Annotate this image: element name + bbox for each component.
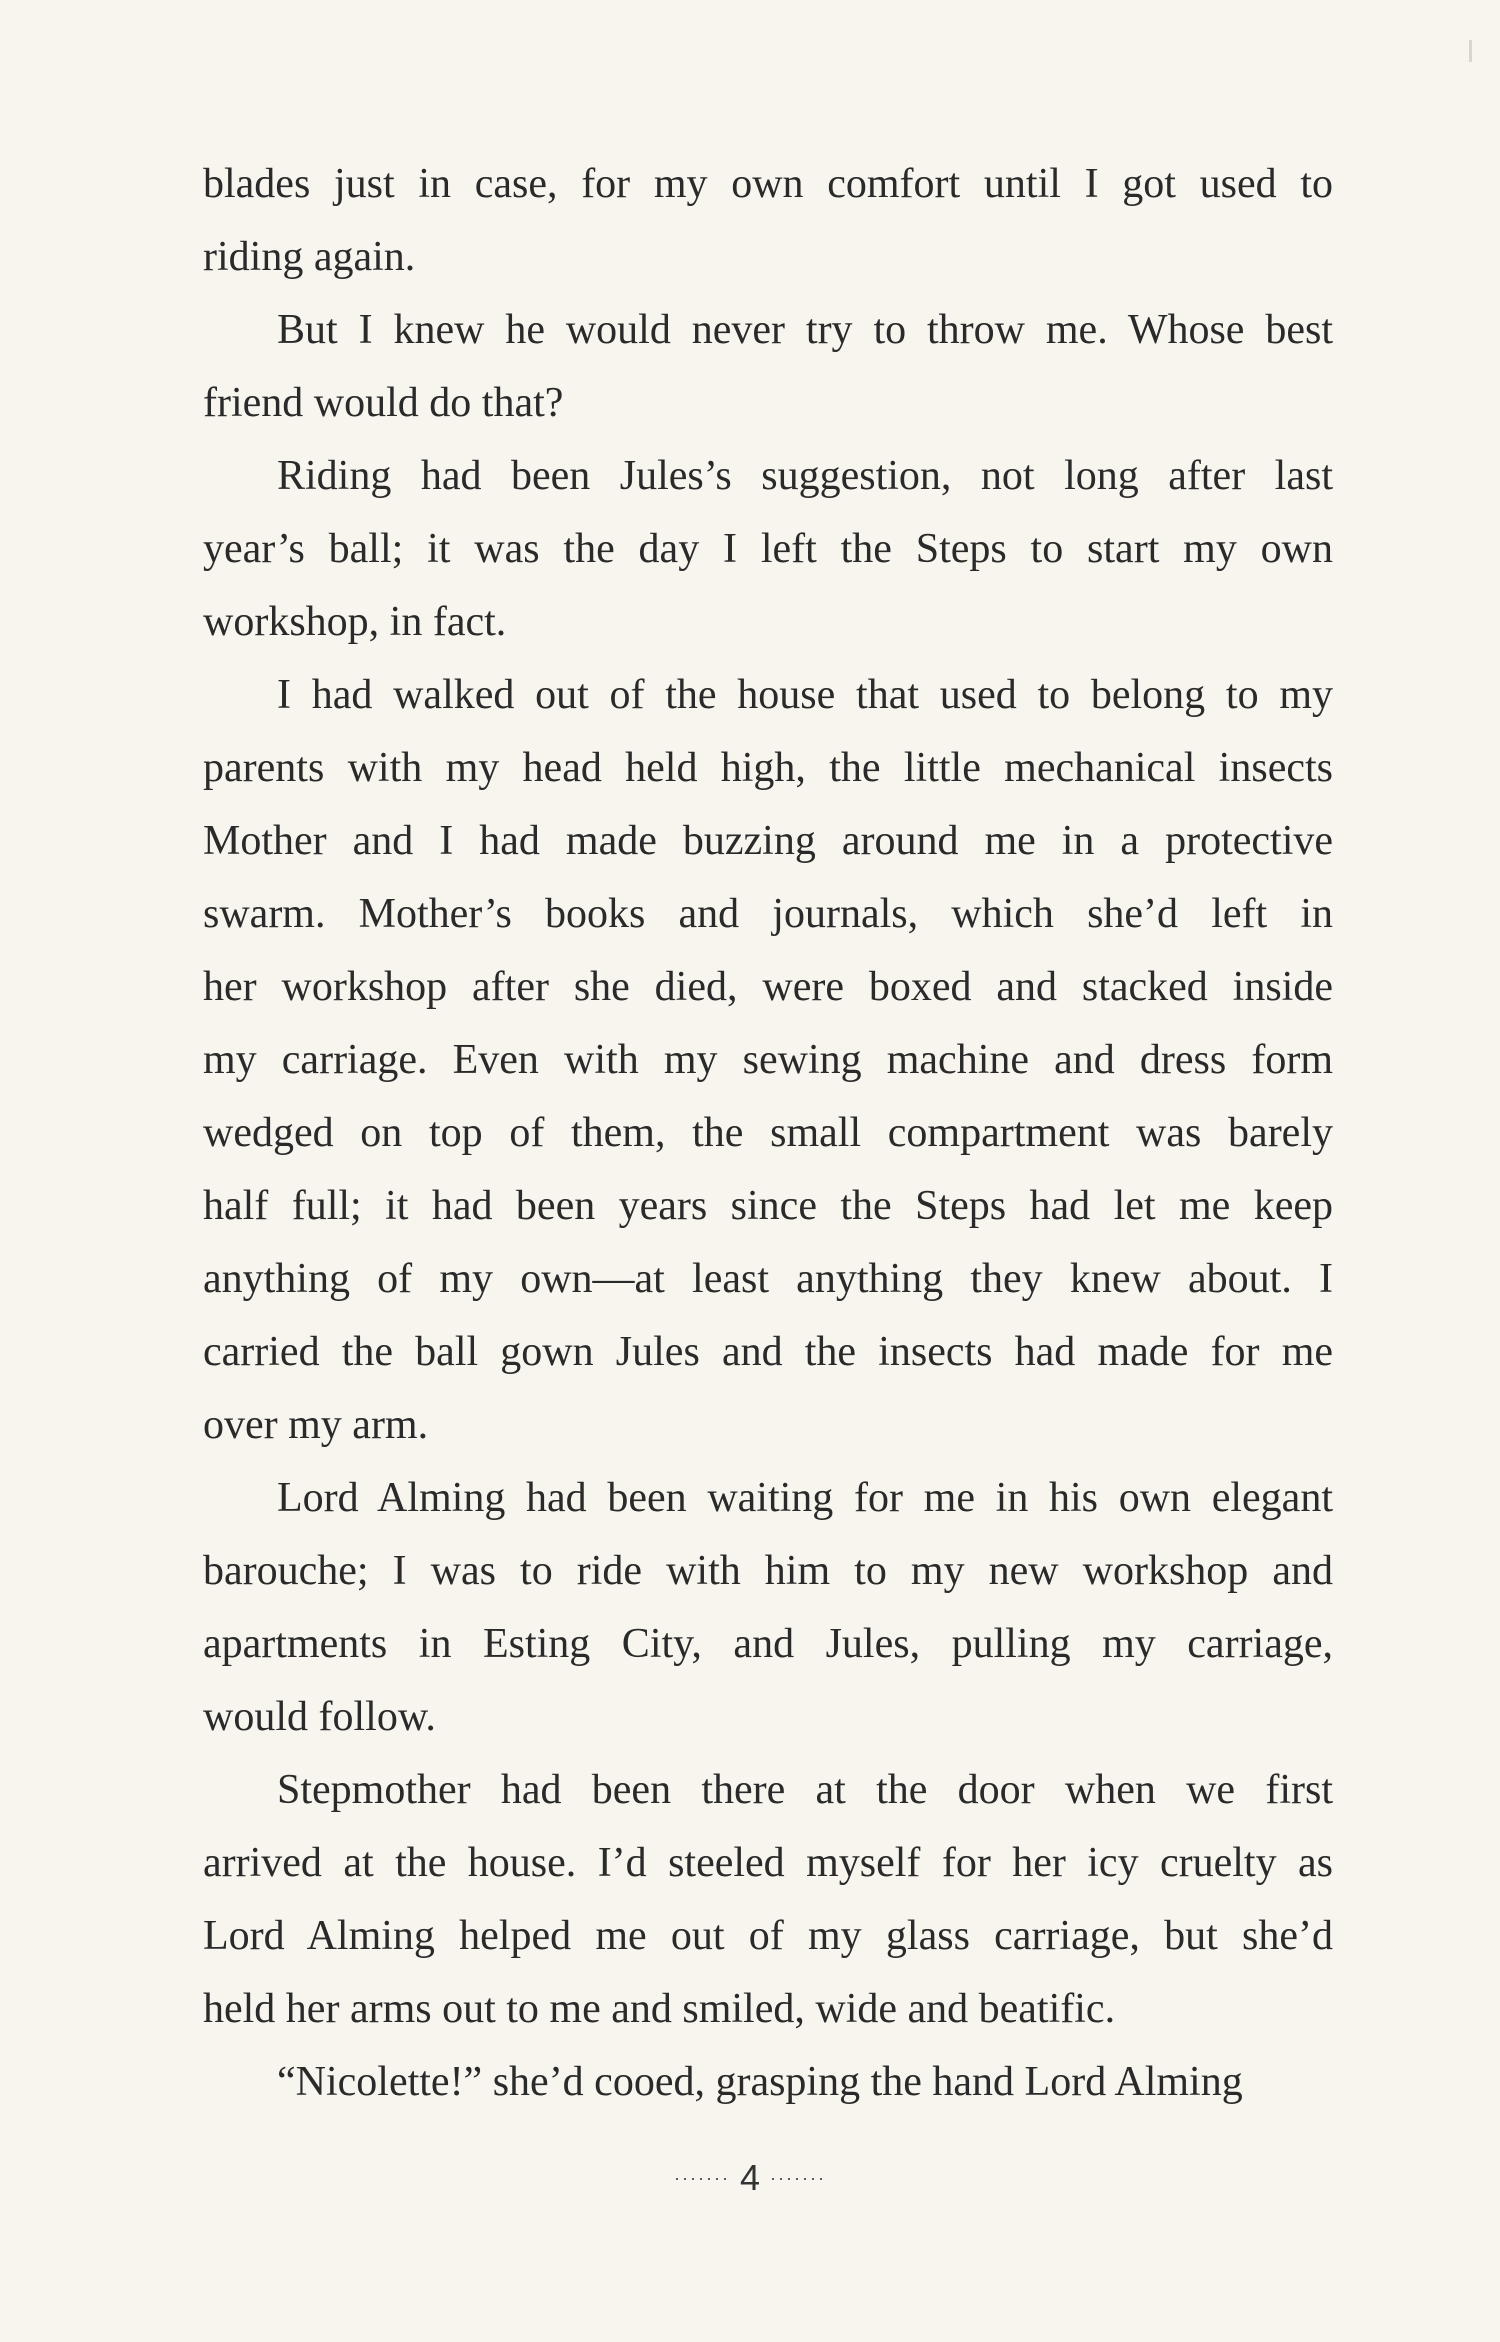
- text-line: year’s ball; it was the day I left the Steps to start my own: [203, 526, 1333, 572]
- text-line: parents with my head held high, the little mechanical insects: [203, 745, 1333, 791]
- text-line: But I knew he would never try to throw me. Whose best: [277, 307, 1333, 353]
- folio-dots-left: ·······: [674, 2167, 730, 2188]
- paragraph: [203, 659, 1333, 1462]
- paragraph: [203, 440, 1333, 659]
- text-line: Mother and I had made buzzing around me in a protective: [203, 818, 1333, 864]
- folio-dots-right: ·······: [770, 2167, 826, 2188]
- text-line: “Nicolette!” she’d cooed, grasping the hand Lord Alming: [277, 2059, 1243, 2105]
- text-line: arrived at the house. I’d steeled myself for her icy cruelty as: [203, 1840, 1333, 1886]
- text-line: half full; it had been years since the Steps had let me keep: [203, 1183, 1333, 1229]
- text-line: would follow.: [203, 1694, 436, 1740]
- text-line: Lord Alming had been waiting for me in his own elegant: [277, 1475, 1333, 1521]
- page-number: 4: [739, 2157, 761, 2199]
- text-line: I had walked out of the house that used to belong to my: [277, 672, 1333, 718]
- text-line: apartments in Esting City, and Jules, pulling my carriage,: [203, 1621, 1333, 1667]
- text-line: carried the ball gown Jules and the insects had made for me: [203, 1329, 1333, 1375]
- page-footer: [0, 2155, 1500, 2199]
- page-edge-mark: [1469, 40, 1472, 62]
- text-line: Riding had been Jules’s suggestion, not long after last: [277, 453, 1333, 499]
- text-line: barouche; I was to ride with him to my new workshop and: [203, 1548, 1333, 1594]
- text-line: anything of my own—at least anything they knew about. I: [203, 1256, 1333, 1302]
- paragraph: [203, 2046, 1333, 2119]
- text-line: her workshop after she died, were boxed and stacked inside: [203, 964, 1333, 1010]
- text-line: Lord Alming helped me out of my glass carriage, but she’d: [203, 1913, 1333, 1959]
- text-line: over my arm.: [203, 1402, 429, 1448]
- text-line: my carriage. Even with my sewing machine and dress form: [203, 1037, 1333, 1083]
- text-line: Stepmother had been there at the door when we first: [277, 1767, 1333, 1813]
- paragraph: [203, 294, 1333, 440]
- text-line: held her arms out to me and smiled, wide and beatific.: [203, 1986, 1116, 2032]
- text-line: wedged on top of them, the small compartment was barely: [203, 1110, 1333, 1156]
- text-line: riding again.: [203, 234, 416, 280]
- paragraph: [203, 1462, 1333, 1754]
- text-line: workshop, in fact.: [203, 599, 507, 645]
- paragraph: [203, 1754, 1333, 2046]
- text-line: blades just in case, for my own comfort until I got used to: [203, 161, 1333, 207]
- paragraph: [203, 148, 1333, 294]
- text-line: friend would do that?: [203, 380, 564, 426]
- body-text: [203, 148, 1333, 2119]
- text-line: swarm. Mother’s books and journals, which she’d left in: [203, 891, 1333, 937]
